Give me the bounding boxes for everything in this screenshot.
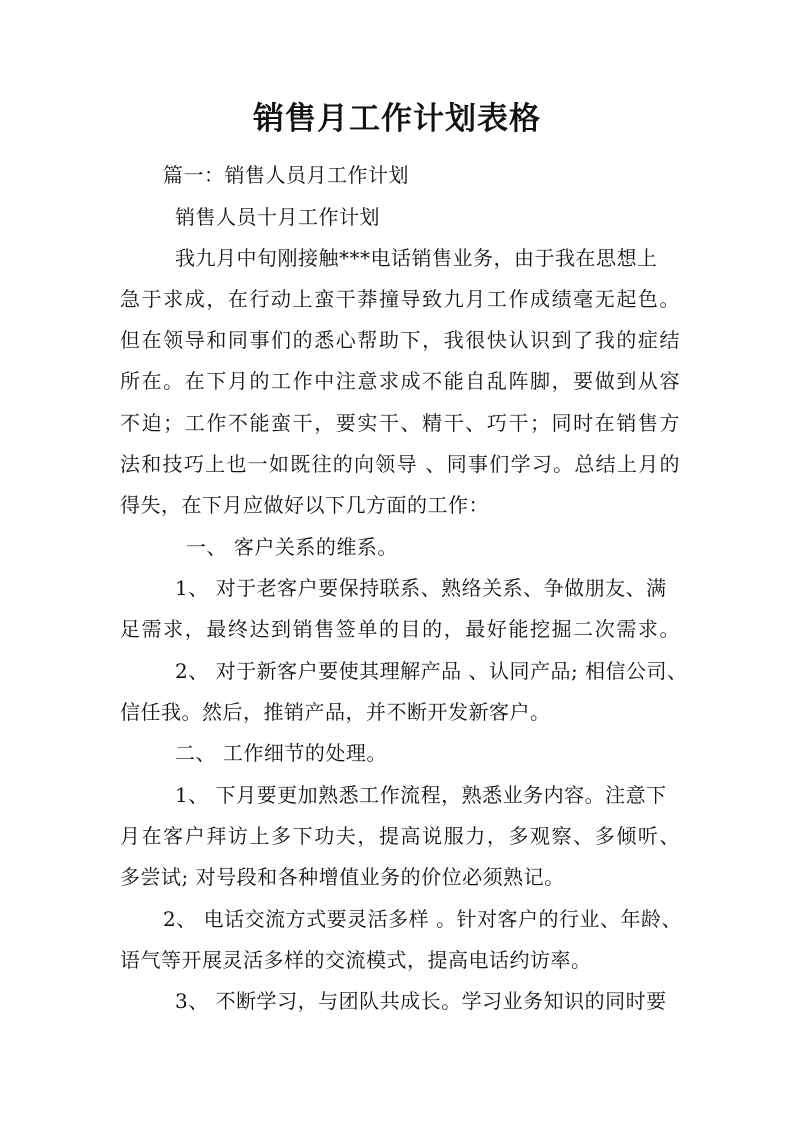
section-heading: 篇一：销售人员月工作计划 <box>163 163 409 187</box>
list-item-continuation: 月在客户拜访上多下功夫，提高说服力，多观察、多倾听、 <box>120 824 680 848</box>
paragraph-line: 不迫；工作不能蛮干，要实干、精干、巧干；同时在销售方 <box>120 411 680 435</box>
paragraph-line: 法和技巧上也一如既往的向领导 、同事们学习。总结上月的 <box>120 452 680 476</box>
list-item-continuation: 信任我。然后，推销产品，并不断开发新客户。 <box>120 700 551 724</box>
list-item: 2、 电话交流方式要灵活多样 。针对客户的行业、年龄、 <box>163 907 682 931</box>
list-item: 1、 对于老客户要保持联系、熟络关系、争做朋友、满 <box>175 576 667 600</box>
page-title: 销售月工作计划表格 <box>253 101 541 137</box>
list-item-continuation: 多尝试; 对号段和各种增值业务的价位必须熟记。 <box>120 865 565 889</box>
subheading: 销售人员十月工作计划 <box>175 205 380 229</box>
list-item: 1、 下月要更加熟悉工作流程，熟悉业务内容。注意下 <box>175 783 667 807</box>
list-heading: 二、 工作细节的处理。 <box>175 741 387 765</box>
paragraph-line: 所在。在下月的工作中注意求成不能自乱阵脚，要做到从容 <box>120 369 680 393</box>
paragraph-line: 得失，在下月应做好以下几方面的工作： <box>120 493 489 517</box>
paragraph-line: 但在领导和同事们的悉心帮助下，我很快认识到了我的症结 <box>120 328 680 352</box>
list-item-continuation: 语气等开展灵活多样的交流模式，提高电话约访率。 <box>120 948 592 972</box>
paragraph-line: 急于求成，在行动上蛮干莽撞导致九月工作成绩毫无起色。 <box>120 287 680 311</box>
list-item: 2、 对于新客户要使其理解产品 、认同产品; 相信公司、 <box>175 659 688 683</box>
list-item: 3、 不断学习，与团队共成长。学习业务知识的同时要 <box>175 989 667 1013</box>
list-item-continuation: 足需求，最终达到销售签单的目的，最好能挖掘二次需求。 <box>120 617 680 641</box>
list-heading: 一、 客户关系的维系。 <box>186 535 398 559</box>
paragraph-line: 我九月中旬刚接触***电话销售业务，由于我在思想上 <box>175 246 658 270</box>
